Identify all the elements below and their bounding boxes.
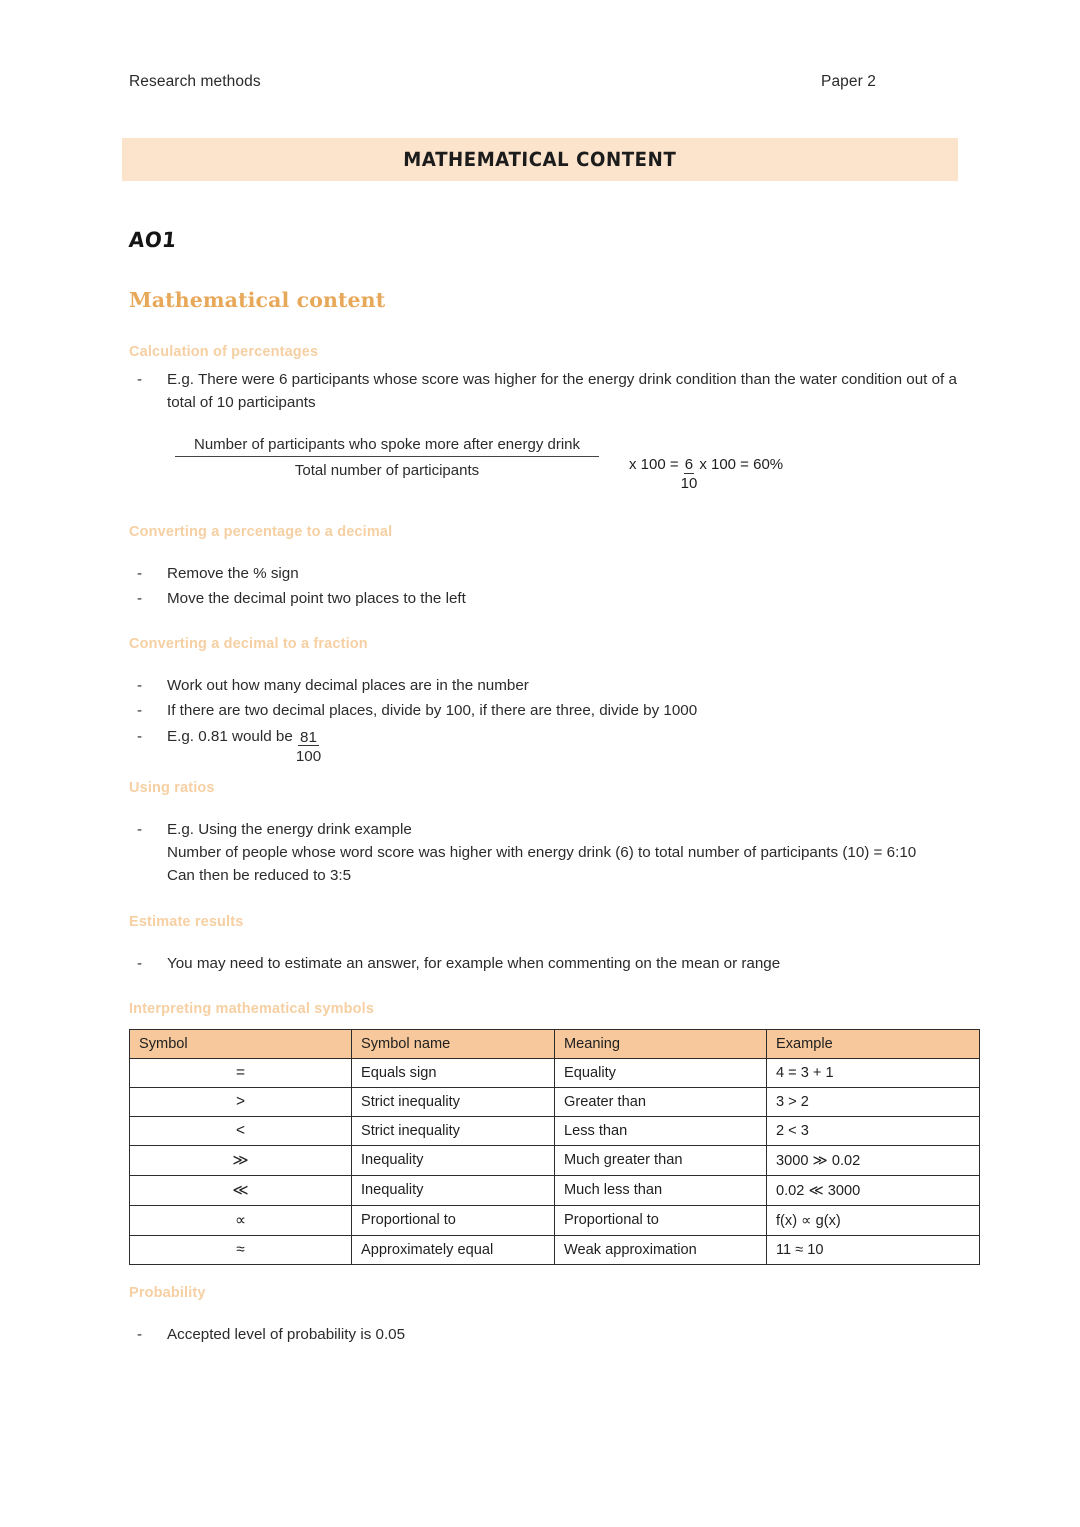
cell-symbol-name: Proportional to (352, 1205, 555, 1235)
list-probability (129, 1323, 979, 1346)
example-fraction-denominator: 100 (295, 747, 322, 765)
table-header-row (130, 1029, 980, 1058)
subheading-percentage-to-decimal: Converting a percentage to a decimal (129, 524, 393, 541)
cell-symbol-name: Inequality (352, 1145, 555, 1175)
column-header-meaning: Meaning (555, 1029, 767, 1058)
percentage-fraction (175, 436, 599, 479)
cell-example: 2 < 3 (767, 1116, 980, 1145)
list-item: - You may need to estimate an answer, for example when commenting on the mean or range (129, 952, 979, 975)
cell-symbol-name: Approximately equal (352, 1235, 555, 1264)
cell-meaning: Proportional to (555, 1205, 767, 1235)
cell-symbol: < (130, 1116, 352, 1145)
list-item: - E.g. There were 6 participants whose score was higher for the energy drink condition than the water condition out of a total of 10 participants (129, 368, 979, 414)
table-row (130, 1175, 980, 1205)
ratio-line-1: E.g. Using the energy drink example (167, 821, 412, 839)
probability-section (129, 1285, 979, 1346)
table-row (130, 1116, 980, 1145)
list-item: - Accepted level of probability is 0.05 (129, 1323, 979, 1346)
column-header-symbol-name: Symbol name (352, 1029, 555, 1058)
calc-suffix: x 100 = 60% (699, 456, 784, 474)
list-item (129, 818, 979, 887)
document-content (129, 228, 979, 1348)
list-item-with-fraction (129, 725, 979, 765)
cell-symbol: ≈ (130, 1235, 352, 1264)
percentage-calculation (629, 456, 783, 492)
cell-meaning: Greater than (555, 1087, 767, 1116)
cell-symbol-name: Inequality (352, 1175, 555, 1205)
cell-symbol: ≫ (130, 1145, 352, 1175)
cell-example: 0.02 ≪ 3000 (767, 1175, 980, 1205)
example-fraction-numerator: 81 (300, 728, 317, 746)
cell-symbol: > (130, 1087, 352, 1116)
cell-meaning: Much greater than (555, 1145, 767, 1175)
column-header-symbol: Symbol (130, 1029, 352, 1058)
list-estimate-results (129, 952, 979, 975)
calc-fraction-denominator: 10 (680, 474, 698, 492)
symbols-table (129, 1029, 980, 1265)
cell-symbol-name: Equals sign (352, 1058, 555, 1087)
cell-meaning: Much less than (555, 1175, 767, 1205)
subheading-calculation-of-percentages: Calculation of percentages (129, 344, 319, 360)
subheading-estimate-results: Estimate results (129, 913, 244, 930)
banner-title: MATHEMATICAL CONTENT (403, 148, 677, 171)
section-title: Mathematical content (129, 288, 386, 312)
example-prefix: E.g. 0.81 would be (167, 727, 293, 745)
table-row (130, 1087, 980, 1116)
cell-meaning: Weak approximation (555, 1235, 767, 1264)
percentage-formula (129, 436, 979, 500)
fraction-denominator: Total number of participants (294, 462, 480, 480)
subheading-using-ratios: Using ratios (129, 780, 215, 797)
running-header (129, 73, 876, 91)
cell-example: f(x) ∝ g(x) (767, 1205, 980, 1235)
list-percent-to-decimal (129, 562, 979, 610)
cell-symbol-name: Strict inequality (352, 1116, 555, 1145)
cell-example: 3000 ≫ 0.02 (767, 1145, 980, 1175)
header-paper: Paper 2 (821, 73, 876, 90)
example-fraction (296, 730, 321, 766)
cell-symbol-name: Strict inequality (352, 1087, 555, 1116)
list-item: - Work out how many decimal places are in the number (129, 674, 979, 697)
table-row (130, 1058, 980, 1087)
cell-meaning: Less than (555, 1116, 767, 1145)
cell-example: 11 ≈ 10 (767, 1235, 980, 1264)
ratio-line-2: Number of people whose word score was higher with energy drink (6) to total number of participants (10) = 6:10 (167, 844, 917, 862)
header-topic: Research methods (129, 73, 261, 90)
list-item: - If there are two decimal places, divide by 100, if there are three, divide by 1000 (129, 699, 979, 722)
title-banner (122, 138, 958, 181)
list-item: - Move the decimal point two places to the left (129, 587, 979, 610)
cell-example: 4 = 3 + 1 (767, 1058, 980, 1087)
cell-symbol: ∝ (130, 1205, 352, 1235)
calc-inline-fraction (681, 457, 698, 492)
table-row (130, 1205, 980, 1235)
cell-meaning: Equality (555, 1058, 767, 1087)
cell-symbol: = (130, 1058, 352, 1087)
calc-prefix: x 100 = (629, 456, 679, 474)
cell-symbol: ≪ (130, 1175, 352, 1205)
list-using-ratios (129, 818, 979, 887)
list-percentages (129, 368, 979, 414)
ratio-line-3: Can then be reduced to 3:5 (167, 867, 352, 885)
list-item: - Remove the % sign (129, 562, 979, 585)
subheading-interpreting-symbols: Interpreting mathematical symbols (129, 1000, 375, 1017)
subheading-decimal-to-fraction: Converting a decimal to a fraction (129, 636, 368, 653)
subheading-probability: Probability (129, 1284, 206, 1301)
calc-fraction-numerator: 6 (684, 456, 694, 474)
cell-example: 3 > 2 (767, 1087, 980, 1116)
table-row (130, 1145, 980, 1175)
assessment-objective-heading: AO1 (127, 228, 178, 252)
table-row (130, 1235, 980, 1264)
list-decimal-to-fraction (129, 674, 979, 764)
fraction-numerator: Number of participants who spoke more after energy drink (175, 436, 599, 457)
column-header-example: Example (767, 1029, 980, 1058)
